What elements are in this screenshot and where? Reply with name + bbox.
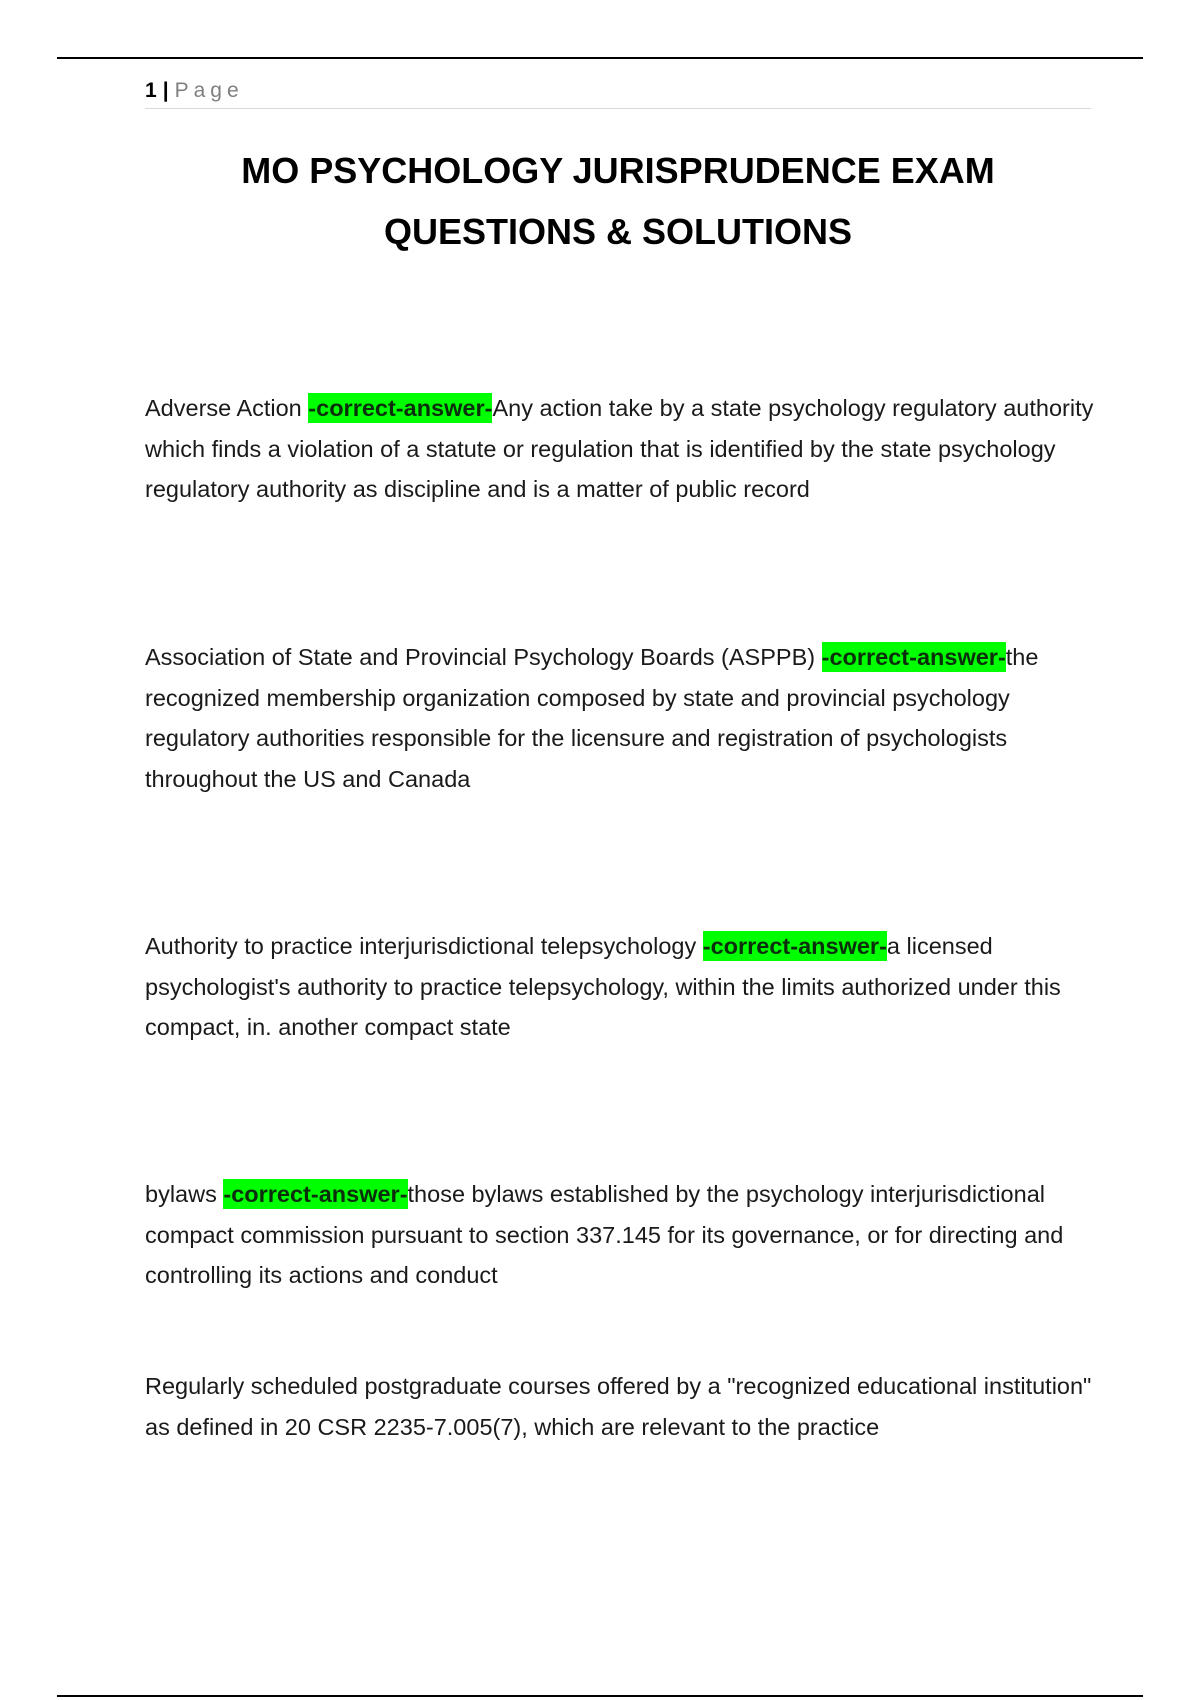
title-line-1: MO PSYCHOLOGY JURISPRUDENCE EXAM bbox=[241, 150, 995, 191]
qa-definition: the recognized membership organization composed by state and provincial psychology regulatory authorities responsible for the licensure and registration of psychologists throughout the US and Canada bbox=[145, 644, 1039, 792]
qa-term: Association of State and Provincial Psychology Boards (ASPPB) bbox=[145, 644, 822, 670]
qa-item bbox=[145, 1366, 1095, 1447]
page-bottom-rule bbox=[57, 1695, 1143, 1697]
answer-highlight: -correct-answer- bbox=[308, 395, 493, 421]
qa-item bbox=[145, 388, 1095, 510]
answer-highlight: -correct-answer- bbox=[223, 1181, 408, 1207]
qa-definition: a licensed psychologist's authority to practice telepsychology, within the limits authorized under this compact, in. another compact state bbox=[145, 933, 1061, 1040]
qa-term: bylaws bbox=[145, 1181, 224, 1207]
page-separator: | bbox=[162, 79, 169, 102]
title-line-2: QUESTIONS & SOLUTIONS bbox=[383, 211, 853, 252]
document-title bbox=[145, 140, 1091, 262]
answer-highlight: -correct-answer- bbox=[702, 933, 887, 959]
qa-definition: Any action take by a state psychology regulatory authority which finds a violation of a statute or regulation that is identified by the state psychology regulatory authority as discipline and is a matter of public record bbox=[145, 395, 1094, 502]
qa-term: Adverse Action bbox=[145, 395, 309, 421]
qa-item bbox=[145, 1174, 1095, 1296]
page-label: Page bbox=[174, 79, 244, 102]
qa-item bbox=[145, 637, 1095, 799]
qa-term: Regularly scheduled postgraduate courses offered by a "recognized educational institution" as defined in 20 CSR 2235-7.005(7), which are relevant to the practice bbox=[145, 1373, 1092, 1440]
answer-highlight: -correct-answer- bbox=[821, 644, 1006, 670]
qa-definition: those bylaws established by the psychology interjurisdictional compact commission pursuant to section 337.145 for its governance, or for directing and controlling its actions and conduct bbox=[145, 1181, 1064, 1288]
qa-item bbox=[145, 926, 1095, 1048]
page-number: 1 bbox=[145, 79, 157, 102]
page-top-rule bbox=[57, 57, 1143, 59]
page-header bbox=[145, 74, 1091, 109]
qa-term: Authority to practice interjurisdictional telepsychology bbox=[145, 933, 703, 959]
